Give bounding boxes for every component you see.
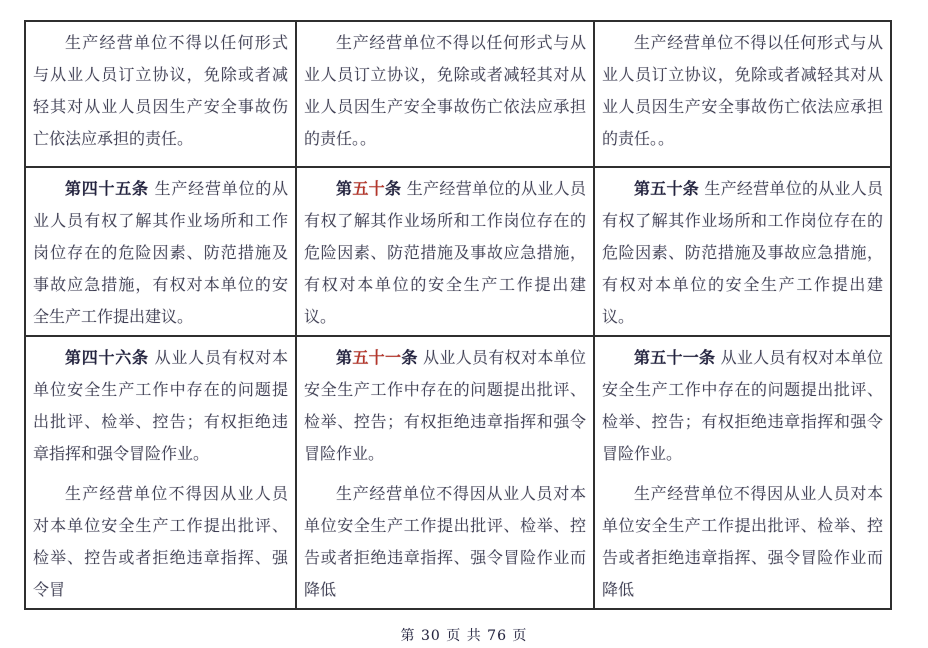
table-cell [25, 167, 296, 336]
paragraph [304, 342, 586, 470]
article-number: 第 [336, 348, 353, 367]
article-number: 第四十六条 [65, 348, 149, 367]
table-row [25, 167, 891, 336]
body-text: 生产经营单位不得以任何形式与从业人员订立协议，免除或者减轻其对从业人员因生产安全事故伤亡依法应承担的责任。。 [304, 33, 586, 148]
table-cell [296, 167, 594, 336]
paragraph [602, 478, 883, 606]
body-text: 生产经营单位不得因从业人员对本单位安全生产工作提出批评、检举、控告或者拒绝违章指挥、强令冒 [33, 484, 288, 599]
paragraph [304, 173, 586, 333]
paragraph [33, 173, 288, 333]
paragraph [602, 27, 883, 155]
table-cell [296, 336, 594, 609]
document-page [0, 20, 928, 648]
body-text: 从业人员有权对本单位安全生产工作中存在的问题提出批评、检举、控告；有权拒绝违章指挥和强令冒险作业。 [602, 348, 883, 463]
article-number: 第五十一条 [634, 348, 716, 367]
table-cell [25, 21, 296, 167]
body-text: 从业人员有权对本单位安全生产工作中存在的问题提出批评、检举、控告；有权拒绝违章指挥和强令冒险作业。 [304, 348, 586, 463]
table-row [25, 21, 891, 167]
paragraph [602, 342, 883, 470]
body-text: 生产经营单位的从业人员有权了解其作业场所和工作岗位存在的危险因素、防范措施及事故应急措施，有权对本单位的安全生产工作提出建议。 [602, 179, 883, 326]
body-text: 生产经营单位不得以任何形式与从业人员订立协议，免除或者减轻其对从业人员因生产安全事故伤亡依法应承担的责任。 [33, 33, 288, 148]
revised-article-number: 五十一 [352, 348, 402, 367]
paragraph [304, 478, 586, 606]
article-number: 第四十五条 [65, 179, 149, 198]
paragraph [33, 27, 288, 155]
table-cell [296, 21, 594, 167]
body-text: 从业人员有权对本单位安全生产工作中存在的问题提出批评、检举、控告；有权拒绝违章指挥和强令冒险作业。 [33, 348, 288, 463]
body-text: 生产经营单位不得因从业人员对本单位安全生产工作提出批评、检举、控告或者拒绝违章指挥、强令冒险作业而降低 [602, 484, 883, 599]
revised-article-number: 五十 [352, 179, 385, 198]
table-cell [25, 336, 296, 609]
body-text: 生产经营单位不得因从业人员对本单位安全生产工作提出批评、检举、控告或者拒绝违章指挥、强令冒险作业而降低 [304, 484, 586, 599]
paragraph [602, 173, 883, 333]
page-number-footer: 第 30 页 共 76 页 [400, 628, 528, 644]
article-number: 条 [384, 179, 402, 198]
body-text: 生产经营单位的从业人员有权了解其作业场所和工作岗位存在的危险因素、防范措施及事故应急措施，有权对本单位的安全生产工作提出建议。 [304, 179, 586, 326]
law-comparison-table [24, 20, 892, 610]
article-number: 第五十条 [634, 179, 700, 198]
body-text: 生产经营单位不得以任何形式与从业人员订立协议，免除或者减轻其对从业人员因生产安全事故伤亡依法应承担的责任。。 [602, 33, 883, 148]
paragraph [33, 342, 288, 470]
table-cell [594, 167, 891, 336]
table-body [25, 21, 891, 609]
table-row [25, 336, 891, 609]
paragraph [304, 27, 586, 155]
article-number: 第 [336, 179, 353, 198]
table-cell [594, 336, 891, 609]
body-text: 生产经营单位的从业人员有权了解其作业场所和工作岗位存在的危险因素、防范措施及事故应急措施，有权对本单位的安全生产工作提出建议。 [33, 179, 288, 326]
table-cell [594, 21, 891, 167]
article-number: 条 [401, 348, 418, 367]
paragraph [33, 478, 288, 606]
